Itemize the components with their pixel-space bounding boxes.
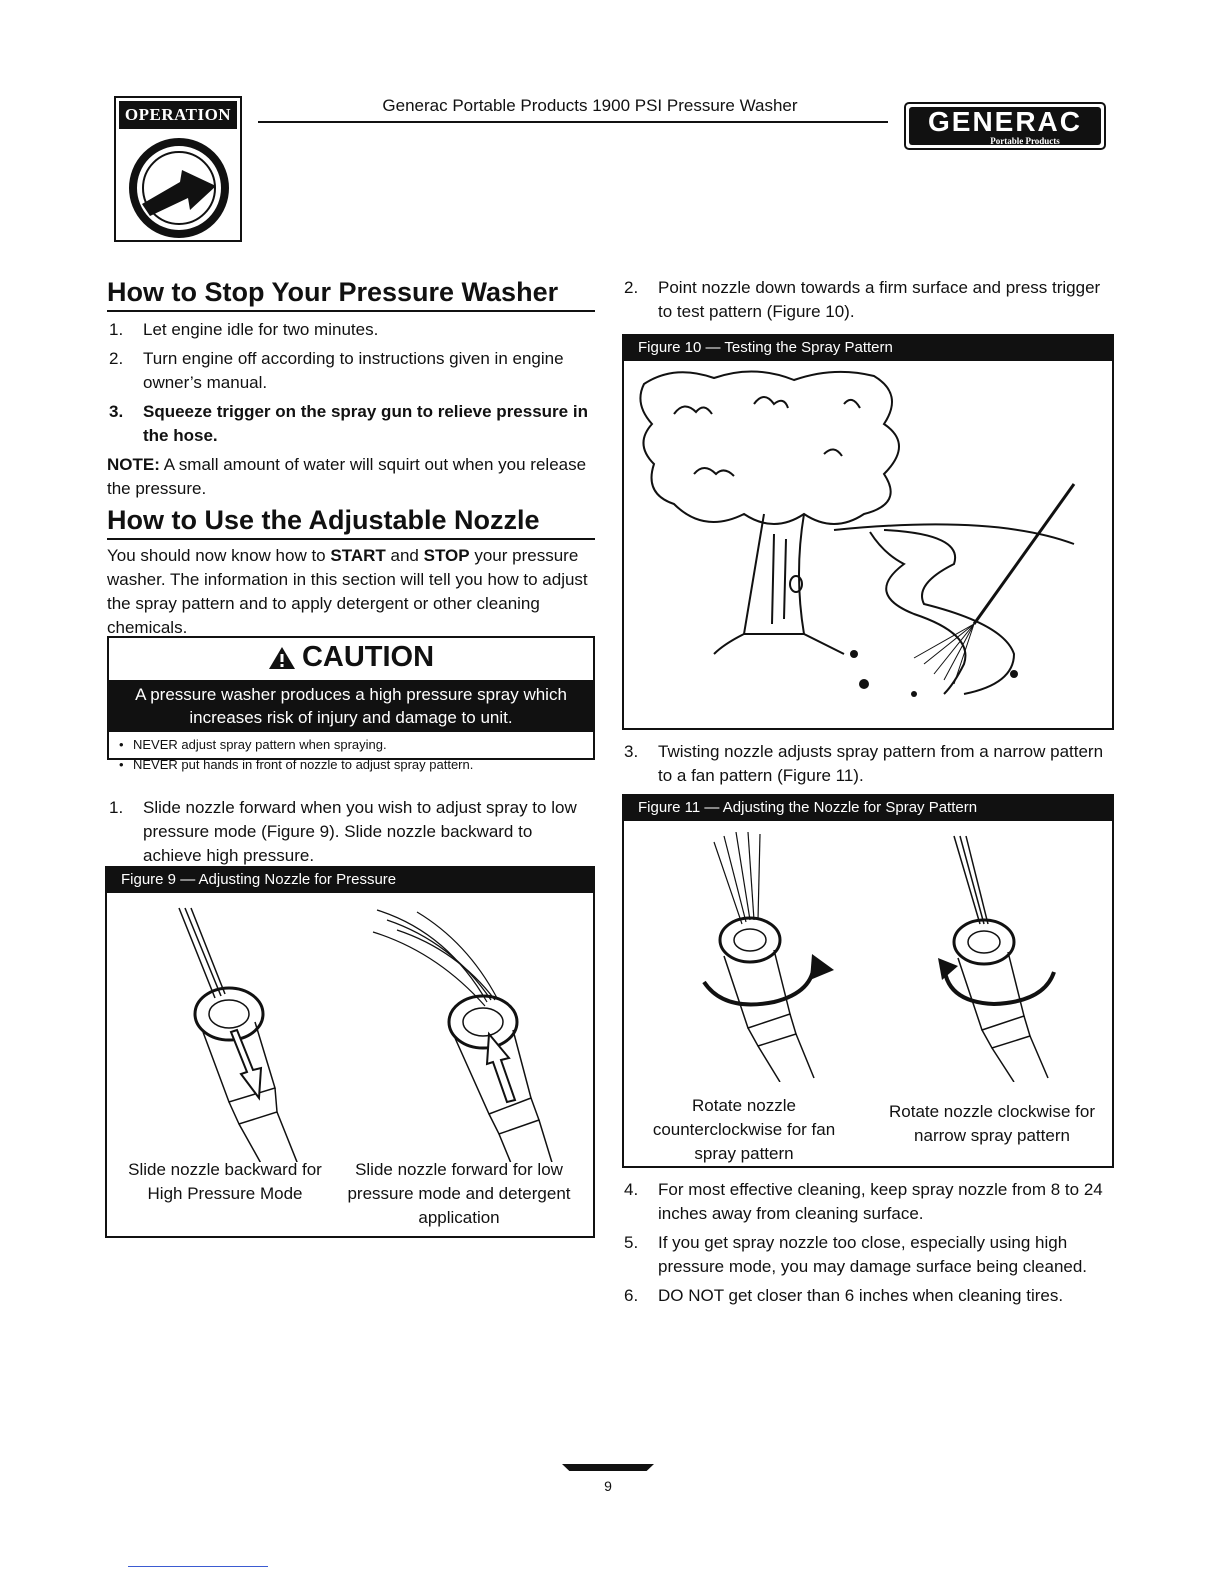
left-steps (107, 796, 595, 873)
operation-badge (114, 96, 242, 242)
figure-11 (622, 794, 1114, 1168)
figure-11-caption-left: Rotate nozzle counterclockwise for fan spray pattern (652, 1096, 836, 1163)
nozzle-step: 1. Slide nozzle forward when you wish to adjust spray to low pressure mode (Figure 9). Slide nozzle backward to achieve high pressure. (109, 798, 577, 865)
stop-section (107, 276, 595, 501)
caution-item: • NEVER put hands in front of nozzle to adjust spray pattern. (117, 755, 585, 775)
stop-step: 2. Turn engine off according to instructions given in engine owner’s manual. (109, 349, 564, 392)
note-label: NOTE: (107, 455, 160, 474)
stop-note: NOTE: A small amount of water will squirt out when you release the pressure. (107, 455, 587, 498)
operation-arrow-icon (120, 134, 238, 238)
figure-9-caption-left: Slide nozzle backward for High Pressure Mode (128, 1160, 322, 1203)
caution-box (107, 636, 595, 772)
nozzle-step: 3. Twisting nozzle adjusts spray pattern from a narrow pattern to a fan pattern (Figure 11). (624, 742, 1104, 785)
page-number: 9 (604, 1478, 612, 1494)
figure-10-title: Figure 10 — Testing the Spray Pattern (624, 336, 1112, 361)
tree-spray-test-illustration (634, 364, 1104, 724)
nozzle-heading-rule (107, 538, 595, 540)
nozzle-step: 4. For most effective cleaning, keep spray nozzle from 8 to 24 inches away from cleaning surface. (624, 1180, 1103, 1223)
brand-name: GENERAC (927, 106, 1082, 137)
caution-header (109, 638, 593, 680)
stop-step: 3. Squeeze trigger on the spray gun to relieve pressure in the hose. (109, 402, 588, 445)
figure-11-title: Figure 11 — Adjusting the Nozzle for Spray Pattern (624, 796, 1112, 821)
nozzle-forward-illustration (357, 902, 577, 1162)
right-step-2 (622, 276, 1112, 329)
caution-title: CAUTION (301, 641, 435, 673)
nozzle-backward-illustration (137, 902, 337, 1162)
nozzle-step: 2. Point nozzle down towards a firm surface and press trigger to test pattern (Figure 10). (624, 278, 1101, 321)
brand-sub: Portable Products (990, 136, 1060, 146)
figure-9-caption-right: Slide nozzle forward for low pressure mode and detergent application (347, 1160, 571, 1227)
nozzle-clockwise-illustration (914, 832, 1084, 1082)
nozzle-step: 6. DO NOT get closer than 6 inches when cleaning tires. (624, 1286, 1064, 1305)
nozzle-heading: How to Use the Adjustable Nozzle (107, 505, 540, 535)
header-rule (258, 121, 888, 123)
header-title: Generac Portable Products 1900 PSI Pressure Washer (382, 96, 798, 115)
nozzle-intro: You should now know how to START and STOP your pressure washer. The information in this section will tell you how to adjust the spray pattern and to apply detergent or other cleaning chemicals. (107, 546, 588, 637)
stop-heading-rule (107, 310, 595, 312)
stop-heading: How to Stop Your Pressure Washer (107, 277, 559, 307)
nozzle-section (107, 504, 595, 640)
figure-11-caption-right: Rotate nozzle clockwise for narrow spray pattern (889, 1102, 1095, 1145)
caution-list (109, 732, 593, 775)
caution-item: • NEVER adjust spray pattern when spraying. (117, 735, 585, 755)
right-steps-later (622, 1178, 1116, 1313)
nozzle-step: 5. If you get spray nozzle too close, especially using high pressure mode, you may damage surface being cleaned. (624, 1233, 1088, 1276)
right-step-3 (622, 740, 1112, 793)
stop-step: 1. Let engine idle for two minutes. (109, 320, 379, 339)
caution-message: A pressure washer produces a high pressure spray which increases risk of injury and damage to unit. (109, 680, 593, 732)
nozzle-counterclockwise-illustration (684, 832, 854, 1082)
figure-9-title: Figure 9 — Adjusting Nozzle for Pressure (107, 868, 593, 893)
figure-10 (622, 334, 1114, 730)
bottom-rule (128, 1566, 268, 1567)
figure-9 (105, 866, 595, 1238)
operation-label: OPERATION (119, 101, 237, 129)
footer-bar (562, 1464, 654, 1471)
warning-triangle-icon (268, 646, 296, 670)
generac-logo (904, 102, 1106, 150)
